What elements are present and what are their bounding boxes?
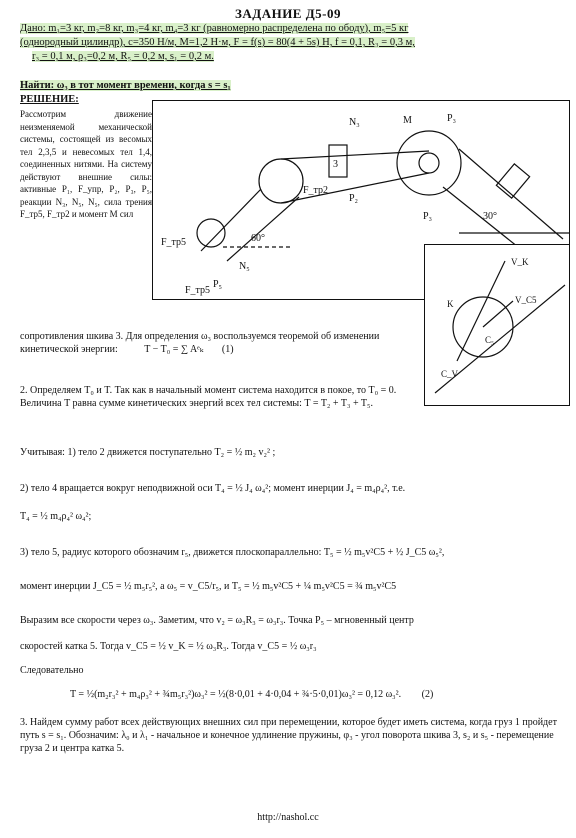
velocity-drawing — [425, 245, 569, 405]
para-6: момент инерции J_C5 = ½ m₅r₅², а ω₅ = v_C5/r₅, и T₅ = ½ m₅v²C5 + ¼ m₅v²C5 = ¾ m₅v²C5 — [20, 581, 397, 592]
para-9: Следовательно — [20, 665, 84, 676]
para-8: скоростей катка 5. Тогда v_C5 = ½ v_K = ½ ω₃R₃. Тогда v_C5 = ½ ω₃r₃ — [20, 641, 317, 652]
para-1: сопротивления шкива 3. Для определения ω₃ воспользуемся теоремой об изменении кинетической энергии: T − T₀ = ∑ Aᵉₖ (1) — [20, 331, 380, 355]
label-p5: P₅ — [213, 279, 223, 290]
para-7: Выразим все скорости через ω₃. Заметим, что v₂ = ω₃R₃ = ω₃r₃. Точка P₅ – мгновенный центр — [20, 615, 414, 626]
pulley-3 — [397, 131, 461, 195]
label-60: 60° — [251, 233, 265, 244]
label-m: M — [403, 115, 412, 126]
page-title: ЗАДАНИЕ Д5-09 — [235, 6, 341, 21]
footer-url[interactable]: http://nashol.cc — [257, 812, 319, 823]
given-line-2: (однородный цилиндр), c=350 Н/м, M=1,2 Н·м, F = f(s) = 80(4 + 5s) Н, f = 0,1, R₃ = 0,3 м, — [20, 37, 415, 48]
label-cv: C_V — [441, 369, 459, 379]
para-11: 3. Найдем сумму работ всех действующих внешних сил при перемещении, которое будет иметь система, когда груз 1 пройдет путь s = s₁. Обозначим: λ₀ и λ₁ - начальное и конечное удлинение пружины, φ₃ - угол поворота шкива 3, s₂ и s₅ - перемещение груза 2 и центра катка 5. — [20, 717, 557, 754]
roller-5 — [197, 219, 225, 247]
find-line: Найти: ω₃ в тот момент времени, когда s = s₁ — [20, 80, 231, 91]
label-c5: C₅ — [485, 335, 495, 345]
para-10: T = ½(m₂r₃² + m₄ρ₃² + ¾m₅r₃²)ω₃² = ½(8·0,01 + 4·0,04 + ¾·5·0,01)ω₃² = 0,12 ω₃². (2) — [70, 689, 434, 700]
velocity-figure — [424, 244, 570, 406]
label-ftr2: F_тр2 — [303, 185, 329, 196]
label-three: 3 — [333, 159, 338, 170]
label-k: K — [447, 299, 454, 309]
para-4: 2) тело 4 вращается вокруг неподвижной оси T₄ = ½ J₄ ω₄²; момент инерции J₄ = m₄ρ₄², т.е. — [20, 483, 406, 494]
label-p2: P₂ — [349, 193, 359, 204]
solution-heading: РЕШЕНИЕ: — [20, 94, 79, 105]
pulley-4 — [259, 159, 303, 203]
given-block — [20, 22, 560, 64]
label-n3: N₃ — [349, 117, 360, 128]
label-ftr5: F_тр5 — [161, 237, 187, 248]
label-p3-bot: P₃ — [423, 211, 433, 222]
para-5: 3) тело 5, радиус которого обозначим r₅, движется плоскопараллельно: T₅ = ½ m₅v²C5 + ½ J_C5 ω₅², — [20, 547, 445, 558]
side-text: Рассмотрим движение неизменяемой механической системы, состоящей из весомых тел 2,3,5 и невесомых тел 1,4, соединенных нитями. На систему действуют внешние силы: активные P₁, F_упр, P₂, P₃, P₅, реакции N₃, N₅, N₅, сила трения F_тр5, F_тр2 и момент M сил — [20, 109, 152, 219]
label-ftr5b: F_тр5 — [185, 285, 211, 296]
para-4b: T₄ = ½ m₄ρ₄² ω₄²; — [20, 511, 92, 522]
label-30: 30° — [483, 211, 497, 222]
para-3: Учитывая: 1) тело 2 движется поступательно T₂ = ½ m₂ v₂² ; — [20, 447, 276, 458]
label-vk: V_K — [511, 257, 529, 267]
given-line-3: r₃ = 0,1 м, ρ₃=0,2 м, R₅ = 0,2 м, s₁ = 0,2 м. — [32, 51, 214, 62]
label-vc5: V_C5 — [515, 295, 537, 305]
label-n5: N₅ — [239, 261, 250, 272]
given-line-1: Дано: m₁=3 кг, m₂=8 кг, m₃=4 кг, m₄=3 кг (равномерно распределена по ободу), m₅=5 кг — [20, 23, 409, 34]
label-p3-top: P₃ — [447, 113, 457, 124]
para-2: 2. Определяем T₀ и T. Так как в начальный момент система находится в покое, то T₀ = 0. Величина T равна сумме кинетических энергий всех тел системы: T = T₂ + T₃ + T₅. — [20, 385, 397, 409]
